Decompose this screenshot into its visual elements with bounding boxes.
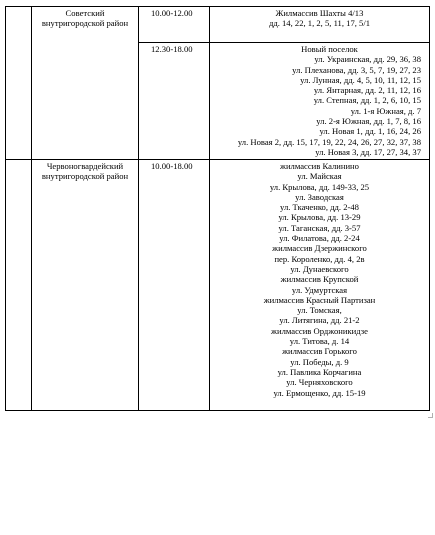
table-row bbox=[6, 160, 430, 411]
address-line: ул. Янтарная, дд. 2, 11, 12, 16 bbox=[313, 85, 421, 96]
address-line: жилмассив Горького bbox=[282, 346, 357, 357]
district-type: внутригородской район bbox=[41, 18, 129, 29]
address-line: ул. 1-я Южная, д. 7 bbox=[350, 105, 421, 116]
address-line: ул. Таганская, дд. 3-57 bbox=[278, 222, 361, 233]
address-line: жилмассив Калинино bbox=[280, 161, 359, 171]
address-line: ул. Титова, д. 14 bbox=[289, 336, 350, 347]
district-cell bbox=[32, 160, 139, 411]
index-cell bbox=[6, 7, 32, 160]
district-type: внутригородской район bbox=[41, 171, 129, 182]
address-line: ул. Крылова, дд. 13-29 bbox=[278, 212, 361, 223]
address-line: ул. Павлика Корчагина bbox=[277, 366, 362, 377]
address-line: ул. Черняховского bbox=[286, 377, 353, 388]
address-line: жилмассив Крупской bbox=[280, 274, 359, 285]
time-cell: 12.30-18.00 bbox=[139, 43, 210, 160]
district-name: Советский bbox=[65, 8, 105, 18]
address-line: ул. Майская bbox=[297, 171, 342, 182]
table-end-marker bbox=[428, 413, 433, 418]
address-line: ул. Крылова, дд. 149-33, 25 bbox=[269, 181, 370, 192]
address-line: ул. Плеханова, дд. 3, 5, 7, 19, 27, 23 bbox=[292, 64, 421, 75]
address-line: ул. Заводская bbox=[295, 191, 344, 202]
address-line: ул. Новая 3, дд. 17, 27, 34, 37 bbox=[315, 146, 421, 157]
district-cell bbox=[32, 7, 139, 160]
time-cell: 10.00-18.00 bbox=[139, 160, 210, 411]
table-row bbox=[6, 7, 430, 43]
address-line: жилмассив Орджоникидзе bbox=[271, 325, 368, 336]
address-cell bbox=[210, 43, 430, 160]
address-line: ул. Удмуртская bbox=[291, 284, 348, 295]
address-line: жилмассив Красный Партизан bbox=[263, 294, 376, 305]
address-line: пер. Короленко, дд. 4, 2в bbox=[274, 253, 365, 264]
address-line: Жилмассив Шахты 4/13 bbox=[275, 8, 364, 18]
time-cell: 10.00-12.00 bbox=[139, 7, 210, 43]
address-line: ул. Ермощенко, дд. 15-19 bbox=[273, 387, 366, 398]
address-cell bbox=[210, 160, 430, 411]
address-line: ул. Новая 1, дд. 1, 16, 24, 26 bbox=[319, 126, 421, 137]
address-line: ул. Лунная, дд. 4, 5, 10, 11, 12, 15 bbox=[300, 74, 421, 85]
address-line: ул. Дунаевского bbox=[290, 263, 349, 274]
address-line: ул. Победы, д. 9 bbox=[290, 356, 349, 367]
address-line: ул. Литягина, дд. 21-2 bbox=[279, 315, 360, 326]
address-line: дд. 14, 22, 1, 2, 5, 11, 17, 5/1 bbox=[268, 18, 371, 29]
index-cell bbox=[6, 160, 32, 411]
district-name: Червоногвардейский bbox=[46, 161, 124, 171]
address-line: ул. Филатова, дд. 2-24 bbox=[279, 233, 360, 244]
address-line: ул. 2-я Южная, дд. 1, 7, 8, 16 bbox=[316, 116, 421, 127]
schedule-table bbox=[5, 6, 430, 411]
address-line: Новый поселок bbox=[301, 44, 358, 54]
address-cell bbox=[210, 7, 430, 43]
address-line: ул. Томская, bbox=[297, 305, 342, 316]
address-line: ул. Степная, дд. 1, 2, 6, 10, 15 bbox=[313, 95, 421, 106]
address-line: жилмассив Дзержинского bbox=[272, 243, 367, 254]
address-line: ул. Новая 2, дд. 15, 17, 19, 22, 24, 26, 27, 32, 37, 38 bbox=[237, 136, 421, 147]
address-line: ул. Ткаченко, дд. 2-48 bbox=[280, 202, 359, 213]
address-line: ул. Украинская, дд. 29, 36, 38 bbox=[314, 54, 421, 65]
